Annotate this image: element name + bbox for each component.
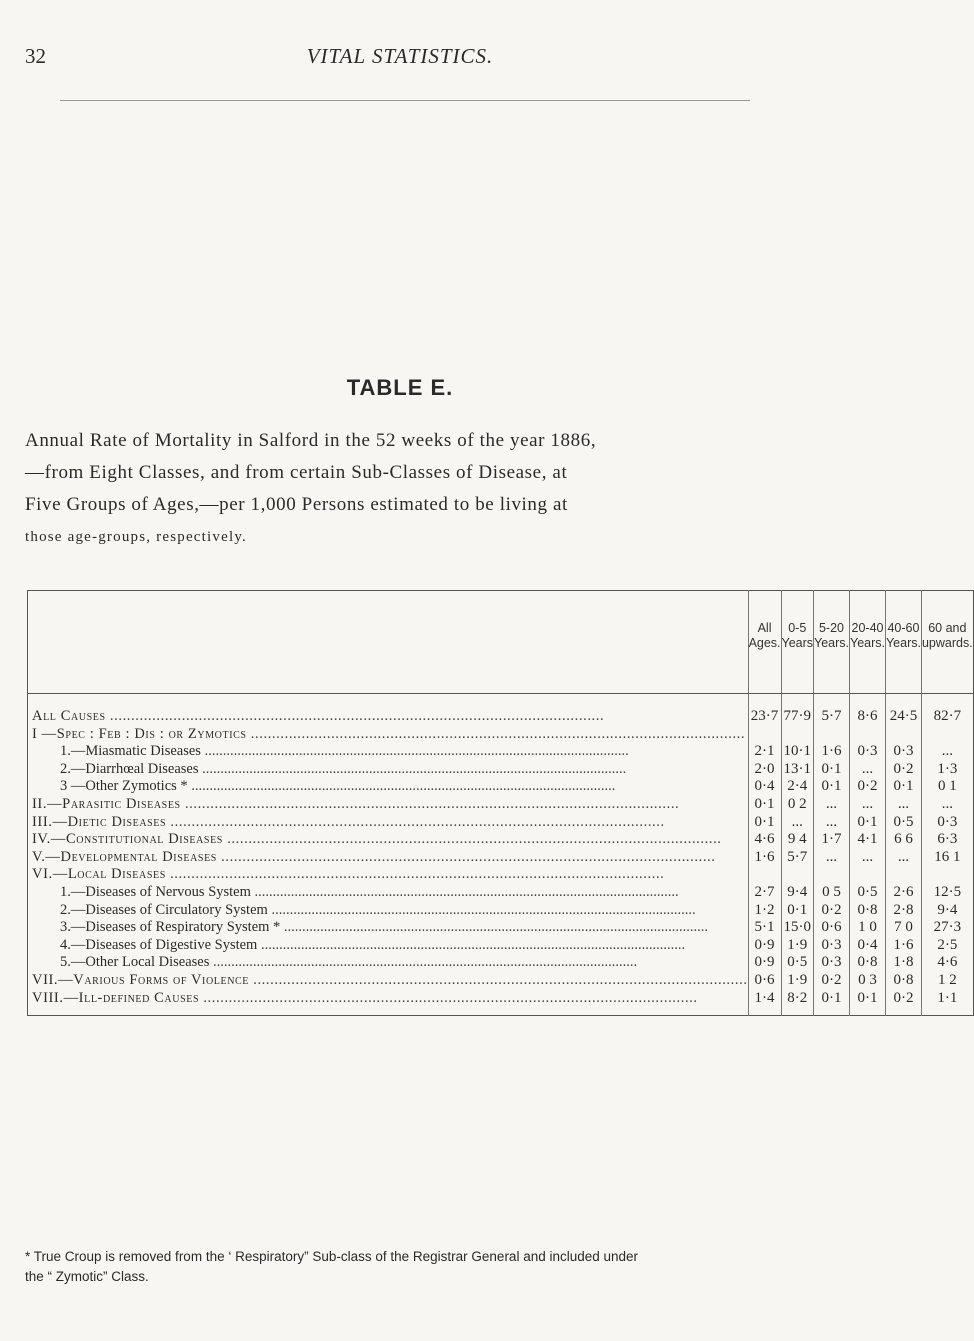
rate-cell: 5·7 <box>781 849 814 867</box>
row-label: III.—Dietic Diseases ..... <box>28 814 749 832</box>
caption-line: —from Eight Classes, and from certain Sub-Classes of Disease, at <box>25 462 568 483</box>
rate-cell: 10·1 <box>781 743 814 761</box>
table-row <box>28 937 974 955</box>
rate-cell: ... <box>921 743 973 761</box>
header-rule <box>60 100 750 101</box>
rate-cell: 0·2 <box>814 972 850 990</box>
rate-cell: 1·9 <box>781 972 814 990</box>
rate-cell: 0·1 <box>814 990 850 1016</box>
table-caption <box>25 425 785 553</box>
table-row <box>28 902 974 920</box>
caption-line: Five Groups of Ages,—per 1,000 Persons estimated to be living at <box>25 494 568 515</box>
column-header: 0-5 Years <box>781 591 814 694</box>
table-row <box>28 694 974 726</box>
rate-cell <box>850 726 886 744</box>
rate-cell: 2·8 <box>885 902 921 920</box>
row-label: VIII.—Ill-defined Causes ..... <box>28 990 749 1016</box>
rate-cell: ... <box>850 849 886 867</box>
table-row <box>28 726 974 744</box>
rate-cell <box>885 866 921 884</box>
rate-cell: 0·1 <box>814 778 850 796</box>
rate-cell: 1 0 <box>850 919 886 937</box>
rate-cell: 0·3 <box>921 814 973 832</box>
rate-cell: 0·1 <box>850 990 886 1016</box>
rate-cell: 1·8 <box>885 954 921 972</box>
rate-cell: 0·6 <box>748 972 781 990</box>
rate-cell: 0·4 <box>748 778 781 796</box>
row-label: 5.—Other Local Diseases ..... <box>28 954 749 972</box>
rate-cell: 4·1 <box>850 831 886 849</box>
rate-cell: 23·7 <box>748 694 781 726</box>
rate-cell: 2·7 <box>748 884 781 902</box>
rate-cell: ... <box>850 761 886 779</box>
column-header: 5-20 Years. <box>814 591 850 694</box>
table-row <box>28 743 974 761</box>
rate-cell: 1·9 <box>781 937 814 955</box>
table-row <box>28 849 974 867</box>
rate-cell: 9·4 <box>921 902 973 920</box>
rate-cell: 0·8 <box>850 954 886 972</box>
rate-cell: 16 1 <box>921 849 973 867</box>
rate-cell: 0·3 <box>885 743 921 761</box>
column-header: 60 and upwards. <box>921 591 973 694</box>
row-label: I —Spec : Feb : Dis : or Zymotics ..... <box>28 726 749 744</box>
rate-cell: ... <box>921 796 973 814</box>
rate-cell: 0·9 <box>748 937 781 955</box>
rate-cell: 0 5 <box>814 884 850 902</box>
rate-cell: 9 4 <box>781 831 814 849</box>
rate-cell: 0·4 <box>850 937 886 955</box>
table-title: TABLE E. <box>346 375 454 400</box>
table-row <box>28 972 974 990</box>
rate-cell: 2·0 <box>748 761 781 779</box>
rate-cell <box>814 726 850 744</box>
rate-cell: 2·4 <box>781 778 814 796</box>
rate-cell: 0·5 <box>850 884 886 902</box>
rate-cell: ... <box>850 796 886 814</box>
rate-cell <box>885 726 921 744</box>
caption-line: those age-groups, respectively. <box>25 529 247 545</box>
rate-cell: 0·3 <box>814 937 850 955</box>
rate-cell: 1·6 <box>885 937 921 955</box>
rate-cell: 0·2 <box>885 990 921 1016</box>
rate-cell: 9·4 <box>781 884 814 902</box>
rate-cell: 0 3 <box>850 972 886 990</box>
footnote-line: the “ Zymotic” Class. <box>25 1269 149 1284</box>
caption-line: Annual Rate of Mortality in Salford in the 52 weeks of the year 1886, <box>25 430 597 451</box>
row-label: 2.—Diseases of Circulatory System ..... <box>28 902 749 920</box>
row-label: 1.—Diseases of Nervous System ..... <box>28 884 749 902</box>
rate-cell: 27·3 <box>921 919 973 937</box>
row-label: II.—Parasitic Diseases ..... <box>28 796 749 814</box>
table-row <box>28 866 974 884</box>
table-row <box>28 831 974 849</box>
rate-cell: 6 6 <box>885 831 921 849</box>
table-row <box>28 814 974 832</box>
rate-cell: 2·1 <box>748 743 781 761</box>
column-header: 40-60 Years. <box>885 591 921 694</box>
rate-cell: 77·9 <box>781 694 814 726</box>
rate-cell: 13·1 <box>781 761 814 779</box>
table-row <box>28 761 974 779</box>
rate-cell: ... <box>885 849 921 867</box>
row-label: 4.—Diseases of Digestive System ..... <box>28 937 749 955</box>
row-label: IV.—Constitutional Diseases ..... <box>28 831 749 849</box>
rate-cell: 0·2 <box>814 902 850 920</box>
rate-cell: 0·1 <box>885 778 921 796</box>
rate-cell: 0·1 <box>781 902 814 920</box>
table-row <box>28 796 974 814</box>
rate-cell: 82·7 <box>921 694 973 726</box>
rate-cell: 0·9 <box>748 954 781 972</box>
rate-cell: 0·5 <box>781 954 814 972</box>
rate-cell: 12·5 <box>921 884 973 902</box>
table-row <box>28 884 974 902</box>
rate-cell: 4·6 <box>921 954 973 972</box>
rate-cell: 8·2 <box>781 990 814 1016</box>
rate-cell: 2·5 <box>921 937 973 955</box>
rate-cell <box>814 866 850 884</box>
rate-cell: 1 2 <box>921 972 973 990</box>
rate-cell: 0·1 <box>748 796 781 814</box>
table-row <box>28 954 974 972</box>
rate-cell: 0·8 <box>850 902 886 920</box>
header-label-cell <box>28 591 749 694</box>
rate-cell: 1·7 <box>814 831 850 849</box>
footnote-line: * True Croup is removed from the ‘ Respiratory” Sub-class of the Registrar General and included under <box>25 1249 639 1264</box>
rate-cell <box>921 866 973 884</box>
row-label: All Causes ..... <box>28 694 749 726</box>
row-label: 2.—Diarrhœal Diseases ..... <box>28 761 749 779</box>
rate-cell: 1·6 <box>748 849 781 867</box>
column-header: 20-40 Years. <box>850 591 886 694</box>
rate-cell: 0·6 <box>814 919 850 937</box>
row-label: 1.—Miasmatic Diseases ..... <box>28 743 749 761</box>
rate-cell: 0 2 <box>781 796 814 814</box>
running-title: VITAL STATISTICS. <box>306 44 494 68</box>
rate-cell: 4·6 <box>748 831 781 849</box>
rate-cell: 1·2 <box>748 902 781 920</box>
rate-cell: 6·3 <box>921 831 973 849</box>
rate-cell: 24·5 <box>885 694 921 726</box>
rate-cell: 0·1 <box>850 814 886 832</box>
rate-cell <box>748 726 781 744</box>
rate-cell: 5·1 <box>748 919 781 937</box>
rate-cell: 1·6 <box>814 743 850 761</box>
row-label: 3.—Diseases of Respiratory System * ..... <box>28 919 749 937</box>
rate-cell <box>781 726 814 744</box>
rate-cell: 2·6 <box>885 884 921 902</box>
rate-cell: 0·2 <box>850 778 886 796</box>
row-label: V.—Developmental Diseases ..... <box>28 849 749 867</box>
table-row <box>28 778 974 796</box>
rate-cell <box>748 866 781 884</box>
rate-cell: 1·4 <box>748 990 781 1016</box>
table-header-row <box>28 591 974 694</box>
row-label: 3 —Other Zymotics * ..... <box>28 778 749 796</box>
rate-cell: 0·3 <box>814 954 850 972</box>
rate-cell: 0·2 <box>885 761 921 779</box>
rate-cell: 0·8 <box>885 972 921 990</box>
rate-cell: 1·3 <box>921 761 973 779</box>
rate-cell: ... <box>781 814 814 832</box>
rate-cell: 15·0 <box>781 919 814 937</box>
rate-cell: 0·1 <box>814 761 850 779</box>
rate-cell: 0·5 <box>885 814 921 832</box>
table-row <box>28 919 974 937</box>
column-header: All Ages. <box>748 591 781 694</box>
rate-cell: ... <box>814 814 850 832</box>
rate-cell: 0 1 <box>921 778 973 796</box>
table-body <box>28 694 974 1016</box>
footnote <box>25 1247 785 1287</box>
mortality-table <box>27 590 974 1016</box>
rate-cell: 8·6 <box>850 694 886 726</box>
rate-cell: ... <box>885 796 921 814</box>
rate-cell: 7 0 <box>885 919 921 937</box>
page-header <box>0 44 800 84</box>
rate-cell <box>850 866 886 884</box>
rate-cell: 1·1 <box>921 990 973 1016</box>
row-label: VII.—Various Forms of Violence ..... <box>28 972 749 990</box>
rate-cell <box>781 866 814 884</box>
rate-cell <box>921 726 973 744</box>
rate-cell: 0·3 <box>850 743 886 761</box>
rate-cell: ... <box>814 849 850 867</box>
table-row <box>28 990 974 1016</box>
rate-cell: 0·1 <box>748 814 781 832</box>
rate-cell: 5·7 <box>814 694 850 726</box>
rate-cell: ... <box>814 796 850 814</box>
row-label: VI.—Local Diseases ..... <box>28 866 749 884</box>
page-number: 32 <box>25 44 46 68</box>
